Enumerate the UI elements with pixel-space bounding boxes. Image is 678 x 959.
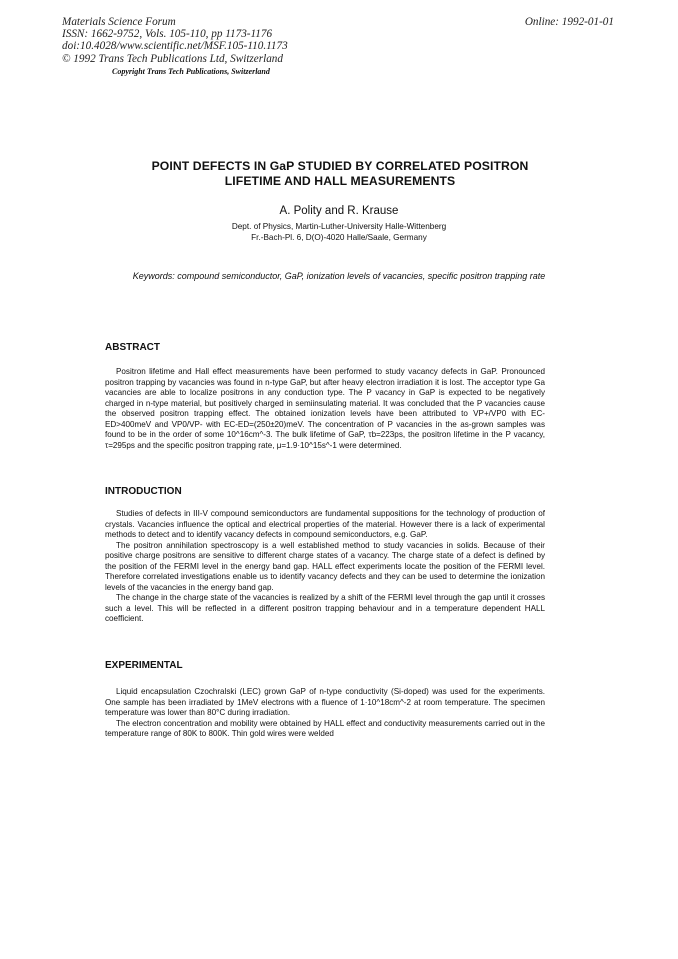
title-line-1: POINT DEFECTS IN GaP STUDIED BY CORRELATED POSITRON [151, 159, 529, 173]
experimental-paragraph-2: The electron concentration and mobility were obtained by HALL effect and conductivity measurements carried out in the temperature range of 80K to 800K. Thin gold wires were welded [105, 718, 545, 738]
introduction-body [105, 509, 545, 625]
abstract-body [105, 367, 545, 451]
doi-line: doi:10.4028/www.scientific.net/MSF.105-110.1173 [62, 40, 288, 53]
keywords: Keywords: compound semiconductor, GaP, ionization levels of vacancies, specific positron trapping rate [132, 271, 546, 281]
affiliation-line-2: Fr.-Bach-Pl. 6, D(O)-4020 Halle/Saale, Germany [251, 233, 427, 242]
online-date: Online: 1992-01-01 [524, 16, 614, 28]
issn-line: ISSN: 1662-9752, Vols. 105-110, pp 1173-1176 [62, 28, 273, 41]
citation-header [62, 16, 288, 65]
copyright-line: © 1992 Trans Tech Publications Ltd, Switzerland [62, 52, 283, 65]
intro-paragraph-1: Studies of defects in III-V compound semiconductors are fundamental suppositions for the technology of production of crystals. Vacancies influence the optical and electrical properties of the material. However there is a lack of experimental methods to detect and to identify vacancy defects in compound semiconductors, e.g. GaP. [105, 509, 545, 539]
introduction-heading: INTRODUCTION [105, 486, 182, 497]
title-line-2: LIFETIME AND HALL MEASUREMENTS [224, 174, 456, 188]
copyright-notice: Copyright Trans Tech Publications, Switzerland [112, 67, 270, 76]
abstract-heading: ABSTRACT [105, 342, 160, 353]
affiliation-line-1: Dept. of Physics, Martin-Luther-University Halle-Wittenberg [231, 222, 447, 231]
intro-paragraph-2: The positron annihilation spectroscopy is a well established method to study vacancies in solids. Because of their positive charge positrons are sensitive to different charge states of a vacancy. The charge state of a defect is defined by the position of the FERMI level in the energy band gap. HALL effect experiments locate the position of the FERMI level. Therefore correlated investigations enable us to identify vacancy defects and they can be used to determine the ionization levels of the vacancies in the energy band gap. [105, 540, 545, 592]
paper-title [90, 159, 590, 189]
experimental-paragraph-1: Liquid encapsulation Czochralski (LEC) grown GaP of n-type conductivity (Si-doped) was used for the experiments. One sample has been irradiated by 1MeV electrons with a fluence of 1·10^18cm^-2 at room temperature. The specimen temperature was lower than 80°C during irradiation. [105, 687, 545, 717]
intro-paragraph-3: The change in the charge state of the vacancies is realized by a shift of the FERMI level through the gap until it crosses such a level. This will be reflected in a different positron trapping behaviour and in a temperature dependent HALL coefficient. [105, 593, 545, 623]
journal-name: Materials Science Forum [62, 16, 176, 28]
abstract-paragraph: Positron lifetime and Hall effect measurements have been performed to study vacancy defects in GaP. Pronounced positron trapping by vacancies was found in n-type GaP, but after heavy electron irradiation it is lost. The acceptor type Ga vacancies are able to localize positrons in any conduction type. The P vacancy in GaP is expected to be negatively charged in n-type material, but positively charged in semiinsulating material. It was concluded that the P vacancies cause the observed positron trapping effect. The obtained ionization levels have been attributed to VP+/VP0 with EC-ED>400meV and VP0/VP- with EC-ED=(250±20)meV. The concentration of P vacancies in the as-grown samples was found to be in the order of some 10^16cm^-3. The bulk lifetime of GaP, τb=223ps, the positron lifetime in the P vacancy, τ=295ps and the specific positron trapping rate, μ=1.9·10^15s^-1 were determined. [105, 367, 545, 450]
affiliation [0, 221, 678, 243]
authors: A. Polity and R. Krause [279, 205, 399, 217]
experimental-body [105, 687, 545, 740]
experimental-heading: EXPERIMENTAL [105, 660, 183, 671]
